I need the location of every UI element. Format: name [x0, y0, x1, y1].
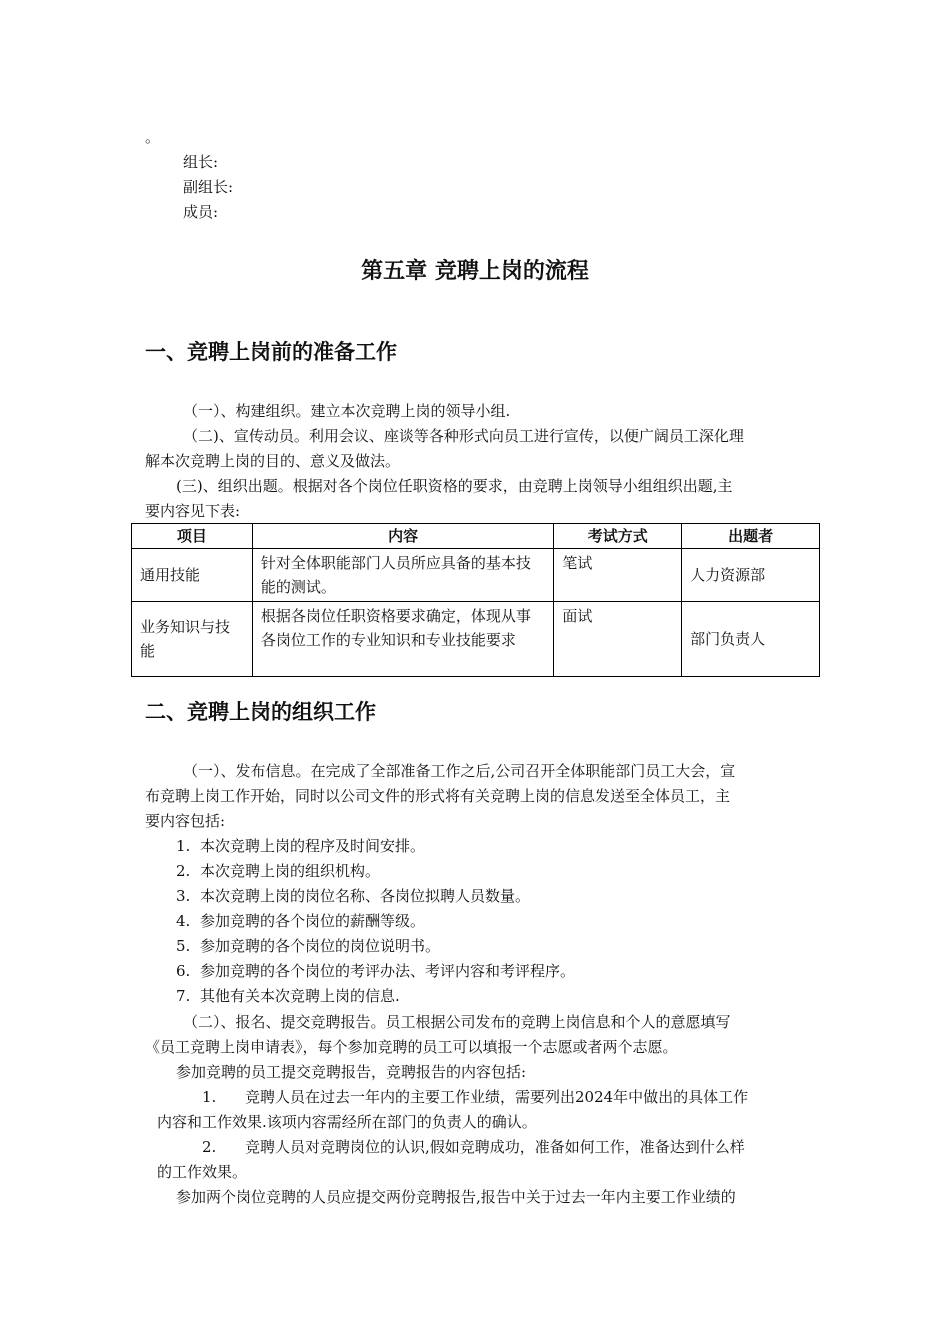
table-cell-setter: 人力资源部: [682, 549, 820, 602]
section1-paragraph-1: （一）、构建组织。建立本次竞聘上岗的领导小组.: [183, 402, 511, 420]
table-cell-content: 根据各岗位任职资格要求确定，体现从事各岗位工作的专业知识和专业技能要求: [252, 602, 554, 677]
table-header-setter: 出题者: [682, 524, 820, 549]
list-item-text: 参加竞聘的各个岗位的考评办法、考评内容和考评程序。: [200, 962, 576, 980]
list-item-number: 4.: [176, 912, 191, 930]
report-item-line-1: [202, 1085, 748, 1110]
list-item: [176, 934, 440, 959]
section2-paragraph-1-line-2: 布竞聘上岗工作开始，同时以公司文件的形式将有关竞聘上岗的信息发送至全体员工，主: [145, 787, 731, 805]
list-item: [176, 909, 425, 934]
list-item: [176, 959, 575, 984]
vice-leader-label: 副组长:: [183, 178, 234, 196]
list-item: [176, 834, 425, 859]
table-cell-item: 业务知识与技能: [132, 602, 253, 677]
section1-heading: 一、竞聘上岗前的准备工作: [145, 340, 397, 364]
report-item-number: 1.: [202, 1088, 217, 1106]
table-cell-setter: 部门负责人: [682, 602, 820, 677]
section2-heading: 二、竞聘上岗的组织工作: [145, 700, 376, 724]
table-header-item: 项目: [132, 524, 253, 549]
section2-paragraph-1-line-1: （一）、发布信息。在完成了全部准备工作之后,公司召开全体职能部门员工大会，宣: [183, 762, 736, 780]
table-header-content: 内容: [252, 524, 554, 549]
report-item-text: 竞聘人员对竞聘岗位的认识,假如竞聘成功，准备如何工作，准备达到什么样: [245, 1138, 745, 1156]
list-item-number: 2.: [176, 862, 191, 880]
section1-paragraph-2-line-1: （二)、宣传动员。利用会议、座谈等各种形式向员工进行宣传，以便广阔员工深化理: [183, 427, 744, 445]
report-item-line-1: [202, 1135, 745, 1160]
section2-paragraph-3: 参加竞聘的员工提交竞聘报告，竞聘报告的内容包括:: [176, 1063, 527, 1081]
list-item: [176, 859, 380, 884]
list-item-text: 其他有关本次竞聘上岗的信息.: [200, 987, 400, 1005]
list-item-number: 7.: [176, 987, 191, 1005]
stray-period: 。: [145, 128, 161, 146]
list-item-number: 1.: [176, 837, 191, 855]
section2-paragraph-2-line-2: 《员工竞聘上岗申请表》，每个参加竞聘的员工可以填报一个志愿或者两个志愿。: [145, 1038, 678, 1056]
report-item-text: 竞聘人员在过去一年内的主要工作业绩，需要列出2024年中做出的具体工作: [245, 1088, 749, 1106]
table-cell-item: 通用技能: [132, 549, 253, 602]
section1-paragraph-2-line-2: 解本次竞聘上岗的目的、意义及做法。: [145, 452, 401, 470]
table-row: [132, 602, 820, 677]
chapter-title: 第五章 竞聘上岗的流程: [361, 259, 589, 284]
section2-paragraph-1-line-3: 要内容包括:: [145, 812, 226, 830]
exam-table: [131, 523, 820, 677]
list-item-number: 5.: [176, 937, 191, 955]
members-label: 成员:: [183, 203, 219, 221]
table-header-row: [132, 524, 820, 549]
table-cell-content: 针对全体职能部门人员所应具备的基本技能的测试。: [252, 549, 554, 602]
table-cell-method: 面试: [554, 602, 682, 677]
list-item-number: 3.: [176, 887, 191, 905]
table-header-method: 考试方式: [554, 524, 682, 549]
list-item-number: 6.: [176, 962, 191, 980]
list-item-text: 本次竞聘上岗的程序及时间安排。: [200, 837, 426, 855]
list-item-text: 参加竞聘的各个岗位的岗位说明书。: [200, 937, 441, 955]
section2-paragraph-2-line-1: （二）、报名、提交竞聘报告。员工根据公司发布的竞聘上岗信息和个人的意愿填写: [183, 1013, 731, 1031]
report-item-line-2: 的工作效果。: [157, 1163, 248, 1181]
list-item-text: 本次竞聘上岗的组织机构。: [200, 862, 381, 880]
leader-label: 组长:: [183, 153, 219, 171]
section1-paragraph-3-line-1: (三)、组织出题。根据对各个岗位任职资格的要求，由竞聘上岗领导小组组织出题,主: [176, 477, 733, 495]
report-item-line-2: 内容和工作效果.该项内容需经所在部门的负责人的确认。: [157, 1113, 537, 1131]
list-item: [176, 884, 530, 909]
report-item-number: 2.: [202, 1138, 217, 1156]
table-row: [132, 549, 820, 602]
section1-paragraph-3-line-2: 要内容见下表:: [145, 502, 241, 520]
list-item-text: 参加竞聘的各个岗位的薪酬等级。: [200, 912, 426, 930]
list-item-text: 本次竞聘上岗的岗位名称、各岗位拟聘人员数量。: [200, 887, 531, 905]
table-cell-method: 笔试: [554, 549, 682, 602]
list-item: [176, 984, 400, 1009]
section2-paragraph-4: 参加两个岗位竞聘的人员应提交两份竞聘报告,报告中关于过去一年内主要工作业绩的: [176, 1188, 736, 1206]
